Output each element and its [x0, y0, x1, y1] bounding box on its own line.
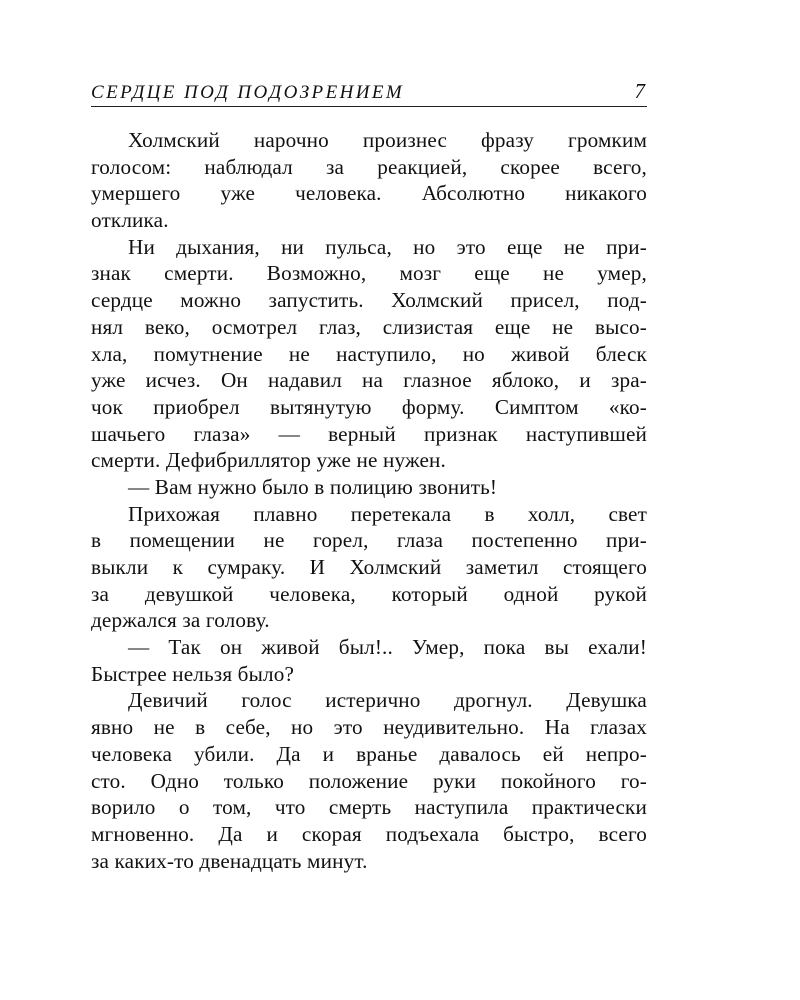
text-line: за девушкой человека, который одной рукой [91, 581, 647, 606]
text-line: выкли к сумраку. И Холмский заметил стоящего [91, 555, 647, 579]
text-line: Девичий голос истерично дрогнул. Девушка [128, 688, 647, 713]
text-line: шачьего глаза» — верный признак наступившей [91, 421, 647, 446]
text-line: хла, помутнение не наступило, но живой блеск [91, 341, 647, 366]
running-title: СЕРДЦЕ ПОД ПОДОЗРЕНИЕМ [91, 82, 405, 103]
text-line: явно не в себе, но это неудивительно. На глазах [91, 715, 647, 740]
text-line: голосом: наблюдал за реакцией, скорее всего, [91, 154, 647, 179]
page-number: 7 [634, 79, 645, 103]
text-line: отклика. [91, 208, 169, 233]
text-line: ворило о том, что смерть наступила практически [91, 795, 647, 820]
text-line: Холмский нарочно произнес фразу громким [128, 128, 647, 152]
text-line: Быстрее нельзя было? [91, 661, 294, 686]
text-line: — Так он живой был!.. Умер, пока вы ехали! [128, 635, 647, 660]
text-line: мгновенно. Да и скорая подъехала быстро, всего [91, 821, 647, 846]
text-line: за каких-то двенадцать минут. [91, 848, 368, 873]
text-line: нял веко, осмотрел глаз, слизистая еще не высо- [91, 314, 647, 339]
body-text [91, 127, 647, 874]
text-line: сто. Одно только положение руки покойного го- [91, 768, 647, 793]
text-line: знак смерти. Возможно, мозг еще не умер, [91, 261, 647, 286]
running-header [91, 76, 647, 107]
text-line: сердце можно запустить. Холмский присел, под- [91, 288, 647, 313]
text-line: умершего уже человека. Абсолютно никакого [91, 181, 647, 206]
text-line: — Вам нужно было в полицию звонить! [128, 474, 498, 499]
text-line: человека убили. Да и вранье давалось ей непро- [91, 741, 647, 766]
text-line: Ни дыхания, ни пульса, но это еще не при- [128, 234, 647, 259]
text-line: чок приобрел вытянутую форму. Симптом «ко- [91, 394, 647, 419]
text-line: держался за голову. [91, 608, 270, 633]
book-page [91, 76, 647, 874]
text-line: в помещении не горел, глаза постепенно при- [91, 528, 647, 553]
text-line: Прихожая плавно перетекала в холл, свет [128, 501, 647, 526]
text-line: уже исчез. Он надавил на глазное яблоко, и зра- [91, 368, 647, 393]
text-line: смерти. Дефибриллятор уже не нужен. [91, 448, 446, 473]
